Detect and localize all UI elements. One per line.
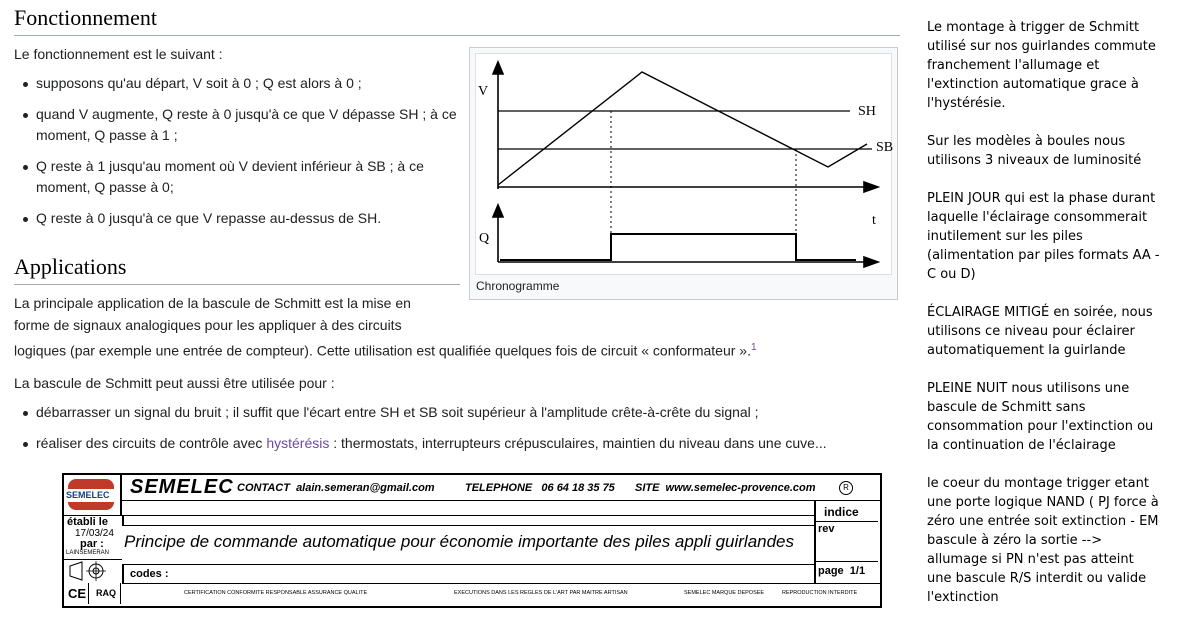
established-label: établi le xyxy=(67,516,108,528)
telephone: TELEPHONE 06 64 18 35 75 xyxy=(465,482,615,494)
list-item: Q reste à 1 jusqu'au moment où V devient inférieur à SB ; à ce moment, Q passe à 0; xyxy=(36,156,476,198)
contact-email: CONTACT alain.semeran@gmail.com xyxy=(237,482,435,494)
index-label: indice xyxy=(824,505,859,519)
logo-swoosh xyxy=(68,479,114,489)
note-paragraph: PLEIN JOUR qui est la phase durant laquelle l'éclairage consommerait inutilement sur les piles (alimentation par piles formats AA - C ou D) xyxy=(927,191,1160,282)
label-v: V xyxy=(478,84,489,99)
heading-rule xyxy=(14,35,900,36)
label-sh: SH xyxy=(858,104,876,119)
author-label: par : xyxy=(80,538,104,550)
page-divider xyxy=(816,561,878,562)
q-signal xyxy=(500,234,856,260)
heading-fonctionnement: Fonctionnement xyxy=(14,5,157,30)
trademark-text: SEMELEC MARQUE DEPOSEE xyxy=(684,590,765,596)
label-sb: SB xyxy=(876,140,894,155)
logo xyxy=(64,475,122,516)
raq-label: RAQ xyxy=(96,588,116,598)
heading-rule xyxy=(14,284,460,285)
chronogram-figure xyxy=(469,47,898,300)
applications-list xyxy=(14,402,896,464)
ce-mark: CE xyxy=(68,586,87,601)
v-axis-arrow xyxy=(493,62,503,74)
intro-text: Le fonctionnement est le suivant : xyxy=(14,46,223,62)
list-item: Q reste à 0 jusqu'à ce que V repasse au-dessus de SH. xyxy=(36,208,476,229)
note-paragraph: une bascule R/S interdit ou valide l'extinction xyxy=(927,571,1147,605)
list-item xyxy=(36,433,896,454)
label-q: Q xyxy=(479,231,490,246)
company-name: SEMELEC xyxy=(130,476,234,498)
execution-text: EXECUTIONS DANS LES REGLES DE L'ART PAR MAITRE ARTISAN xyxy=(454,590,628,596)
codes-label: codes : xyxy=(130,568,169,580)
footnote-link[interactable]: 1 xyxy=(750,342,757,353)
footer-divider xyxy=(88,583,89,604)
applications-line-3 xyxy=(14,337,757,362)
applications-line-2: forme de signaux analogiques pour les appliquer à des circuits xyxy=(14,317,402,333)
hysteresis-link[interactable]: hystérésis xyxy=(266,435,330,451)
rev-label: rev xyxy=(818,523,835,535)
drawing-title: Principe de commande automatique pour économie importante des piles appli guirlandes xyxy=(124,532,795,551)
projection-symbol-icon xyxy=(64,560,120,582)
note-paragraph: ÉCLAIRAGE MITIGÉ en soirée, nous utilisons ce niveau pour éclairer automatiquement la guirlande xyxy=(927,305,1153,358)
t-axis-top-arrow xyxy=(864,182,878,192)
v-signal xyxy=(498,72,867,185)
list-item: supposons qu'au départ, V soit à 0 ; Q est alors à 0 ; xyxy=(36,73,476,94)
applications-paragraph-2: La bascule de Schmitt peut aussi être utilisée pour : xyxy=(14,375,335,391)
list-item-text: : thermostats, interrupteurs crépusculaires, maintien du niveau dans une cuve... xyxy=(329,435,827,451)
list-item-text: réaliser des circuits de contrôle avec xyxy=(36,435,267,451)
figure-caption: Chronogramme xyxy=(476,279,560,293)
note-paragraph: Sur les modèles à boules nous utilisons 3 niveaux de luminosité xyxy=(927,134,1142,168)
title-block xyxy=(62,473,882,608)
note-paragraph: le coeur du montage trigger etant une porte logique NAND ( PJ force à zéro une entrée soit extinction - EM bascule à zéro la sortie --> allumage si PN n'est pas atteint xyxy=(927,476,1159,567)
index-column xyxy=(814,501,878,583)
logo-swoosh-bottom xyxy=(68,502,114,510)
certification-text: CERTIFICATION CONFORMITE RESPONSABLE ASSURANCE QUALITE xyxy=(184,590,368,596)
page-number: page 1/1 xyxy=(818,565,866,577)
right-notes xyxy=(927,18,1167,626)
strip-divider xyxy=(122,515,814,516)
list-item: quand V augmente, Q reste à 0 jusqu'à ce que V dépasse SH ; à ce moment, Q passe à 1 ; xyxy=(36,104,476,146)
registered-mark-icon: R xyxy=(839,481,853,495)
established-date: 17/03/24 xyxy=(75,528,114,539)
note-paragraph: PLEINE NUIT nous utilisons une bascule de Schmitt sans consommation pour l'extinction ou la continuation de l'éclairage xyxy=(927,381,1154,453)
list-item: débarrasser un signal du bruit ; il suffit que l'écart entre SH et SB soit supérieur à l'amplitude crête-à-crête du signal ; xyxy=(36,402,896,423)
header-divider xyxy=(120,500,880,501)
drawing-title-box xyxy=(122,525,815,565)
author-name: LAINSEMERAN xyxy=(66,550,110,556)
t-axis-bottom-arrow xyxy=(864,257,878,267)
chronogram-svg xyxy=(476,54,894,274)
label-t: t xyxy=(872,213,876,228)
footer-divider xyxy=(120,583,121,604)
heading-applications: Applications xyxy=(14,254,127,279)
chronogram-diagram xyxy=(475,53,892,275)
index-divider xyxy=(816,521,878,522)
note-paragraph: Le montage à trigger de Schmitt utilisé sur nos guirlandes commute franchement l'allumage et l'extinction automatique grace à l'hystérésie. xyxy=(927,20,1156,111)
reproduction-text: REPRODUCTION INTERDITE xyxy=(782,590,858,596)
applications-line-1: La principale application de la bascule de Schmitt est la mise en xyxy=(14,295,411,311)
operation-list xyxy=(14,73,476,239)
website: SITE www.semelec-provence.com xyxy=(635,482,816,494)
applications-line-3-text: logiques (par exemple une entrée de compteur). Cette utilisation est qualifiée quelques fois de circuit « conformateur ». xyxy=(14,342,751,359)
symbols xyxy=(64,559,124,584)
logo-text: SEMELEC xyxy=(66,490,110,500)
codes-divider xyxy=(122,583,880,584)
q-axis-arrow xyxy=(493,205,503,217)
left-column xyxy=(64,515,124,557)
